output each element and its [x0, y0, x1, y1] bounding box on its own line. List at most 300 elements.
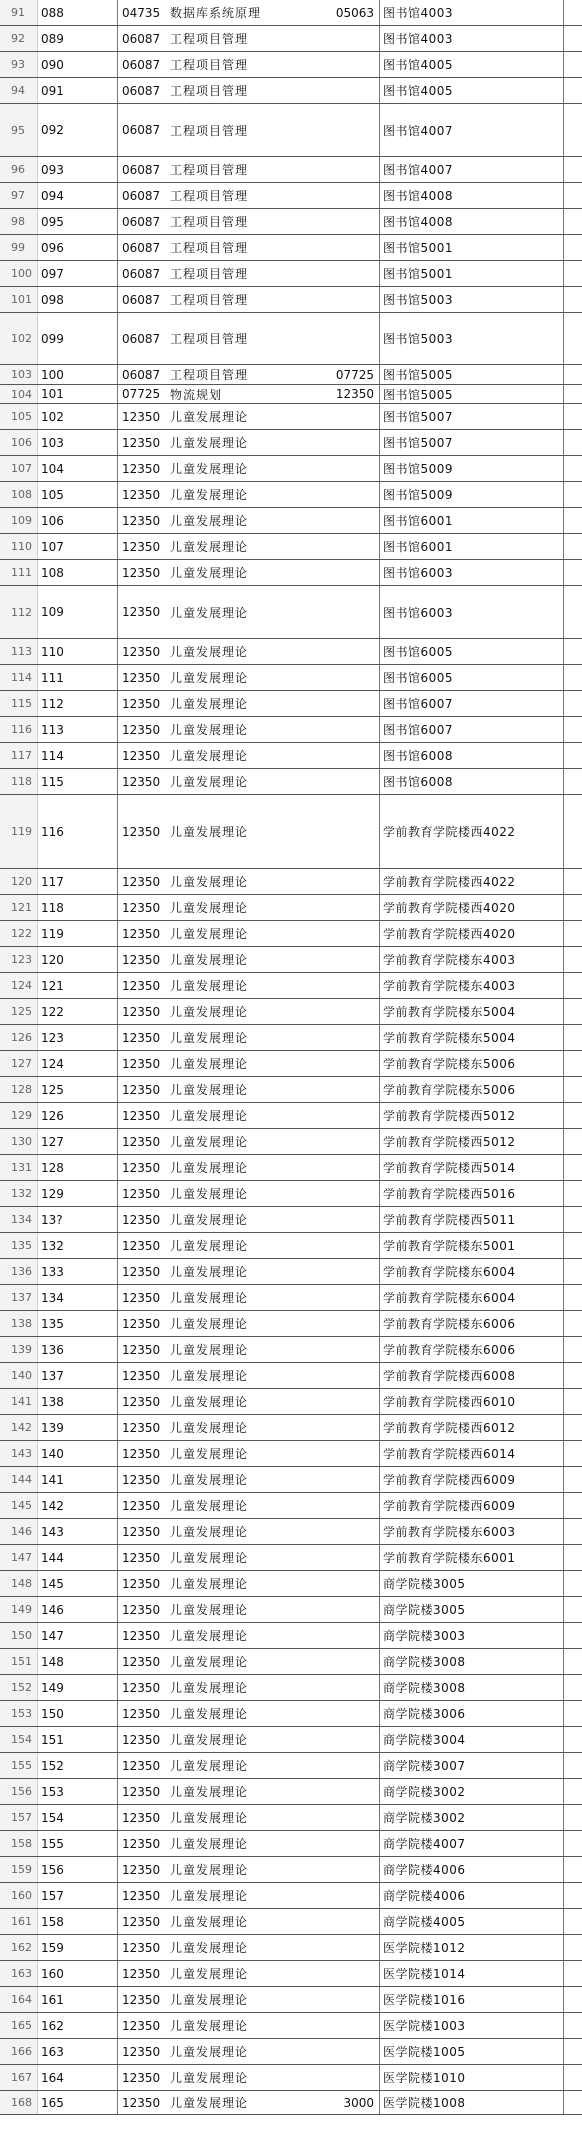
cell-empty[interactable]: [564, 1129, 582, 1154]
cell-room[interactable]: 学前教育学院楼西4020: [380, 895, 564, 920]
table-row[interactable]: [0, 2013, 582, 2039]
table-row[interactable]: [0, 1155, 582, 1181]
cell-empty[interactable]: [564, 78, 582, 103]
cell-course[interactable]: [118, 78, 380, 103]
row-number[interactable]: 152: [0, 1675, 38, 1700]
cell-course[interactable]: [118, 261, 380, 286]
row-number[interactable]: 140: [0, 1363, 38, 1388]
cell-room[interactable]: 学前教育学院楼东6003: [380, 1519, 564, 1544]
cell-course[interactable]: [118, 1623, 380, 1648]
cell-room[interactable]: 图书馆5003: [380, 313, 564, 364]
cell-room[interactable]: 商学院楼3002: [380, 1779, 564, 1804]
cell-seat-number[interactable]: 133: [38, 1259, 118, 1284]
cell-course[interactable]: [118, 1987, 380, 2012]
cell-empty[interactable]: [564, 430, 582, 455]
row-number[interactable]: 126: [0, 1025, 38, 1050]
cell-empty[interactable]: [564, 313, 582, 364]
table-row[interactable]: [0, 1727, 582, 1753]
cell-course[interactable]: [118, 1285, 380, 1310]
cell-room[interactable]: 图书馆4005: [380, 52, 564, 77]
cell-empty[interactable]: [564, 1623, 582, 1648]
row-number[interactable]: 161: [0, 1909, 38, 1934]
cell-empty[interactable]: [564, 261, 582, 286]
row-number[interactable]: 157: [0, 1805, 38, 1830]
table-row[interactable]: [0, 1207, 582, 1233]
cell-course[interactable]: [118, 1935, 380, 1960]
cell-room[interactable]: 学前教育学院楼西4022: [380, 795, 564, 868]
cell-empty[interactable]: [564, 209, 582, 234]
cell-seat-number[interactable]: 103: [38, 430, 118, 455]
table-row[interactable]: [0, 560, 582, 586]
cell-empty[interactable]: [564, 1207, 582, 1232]
cell-empty[interactable]: [564, 508, 582, 533]
cell-empty[interactable]: [564, 2039, 582, 2064]
cell-seat-number[interactable]: 151: [38, 1727, 118, 1752]
cell-seat-number[interactable]: 145: [38, 1571, 118, 1596]
table-row[interactable]: [0, 287, 582, 313]
cell-course[interactable]: [118, 1649, 380, 1674]
row-number[interactable]: 96: [0, 157, 38, 182]
table-row[interactable]: [0, 973, 582, 999]
row-number[interactable]: 155: [0, 1753, 38, 1778]
table-row[interactable]: [0, 313, 582, 365]
cell-room[interactable]: 图书馆6005: [380, 639, 564, 664]
cell-room[interactable]: 医学院楼1016: [380, 1987, 564, 2012]
cell-course[interactable]: [118, 1155, 380, 1180]
cell-seat-number[interactable]: 097: [38, 261, 118, 286]
row-number[interactable]: 142: [0, 1415, 38, 1440]
cell-empty[interactable]: [564, 921, 582, 946]
row-number[interactable]: 123: [0, 947, 38, 972]
table-row[interactable]: [0, 1467, 582, 1493]
cell-empty[interactable]: [564, 365, 582, 384]
table-row[interactable]: [0, 1311, 582, 1337]
table-row[interactable]: [0, 1233, 582, 1259]
cell-course[interactable]: [118, 1571, 380, 1596]
cell-course[interactable]: [118, 691, 380, 716]
cell-seat-number[interactable]: 112: [38, 691, 118, 716]
table-row[interactable]: [0, 1363, 582, 1389]
cell-empty[interactable]: [564, 1987, 582, 2012]
table-row[interactable]: [0, 1337, 582, 1363]
row-number[interactable]: 134: [0, 1207, 38, 1232]
table-row[interactable]: [0, 743, 582, 769]
cell-empty[interactable]: [564, 999, 582, 1024]
cell-seat-number[interactable]: 134: [38, 1285, 118, 1310]
table-row[interactable]: [0, 1701, 582, 1727]
cell-course[interactable]: [118, 209, 380, 234]
row-number[interactable]: 158: [0, 1831, 38, 1856]
cell-seat-number[interactable]: 144: [38, 1545, 118, 1570]
cell-seat-number[interactable]: 147: [38, 1623, 118, 1648]
cell-room[interactable]: 商学院楼4007: [380, 1831, 564, 1856]
cell-seat-number[interactable]: 111: [38, 665, 118, 690]
cell-seat-number[interactable]: 154: [38, 1805, 118, 1830]
cell-seat-number[interactable]: 159: [38, 1935, 118, 1960]
cell-course[interactable]: [118, 1909, 380, 1934]
table-row[interactable]: [0, 104, 582, 157]
cell-empty[interactable]: [564, 869, 582, 894]
cell-empty[interactable]: [564, 1103, 582, 1128]
table-row[interactable]: [0, 385, 582, 404]
cell-course[interactable]: [118, 482, 380, 507]
cell-empty[interactable]: [564, 947, 582, 972]
table-row[interactable]: [0, 1025, 582, 1051]
cell-room[interactable]: 学前教育学院楼西5012: [380, 1103, 564, 1128]
table-row[interactable]: [0, 508, 582, 534]
row-number[interactable]: 113: [0, 639, 38, 664]
row-number[interactable]: 122: [0, 921, 38, 946]
cell-seat-number[interactable]: 107: [38, 534, 118, 559]
cell-empty[interactable]: [564, 1441, 582, 1466]
cell-empty[interactable]: [564, 1077, 582, 1102]
row-number[interactable]: 97: [0, 183, 38, 208]
row-number[interactable]: 121: [0, 895, 38, 920]
table-row[interactable]: [0, 183, 582, 209]
row-number[interactable]: 114: [0, 665, 38, 690]
cell-course[interactable]: [118, 769, 380, 794]
cell-room[interactable]: 图书馆6005: [380, 665, 564, 690]
cell-room[interactable]: 图书馆6007: [380, 717, 564, 742]
cell-seat-number[interactable]: 118: [38, 895, 118, 920]
row-number[interactable]: 165: [0, 2013, 38, 2038]
cell-empty[interactable]: [564, 385, 582, 403]
cell-room[interactable]: 图书馆5009: [380, 456, 564, 481]
row-number[interactable]: 98: [0, 209, 38, 234]
row-number[interactable]: 141: [0, 1389, 38, 1414]
cell-room[interactable]: 商学院楼3005: [380, 1571, 564, 1596]
cell-room[interactable]: 学前教育学院楼东4003: [380, 973, 564, 998]
row-number[interactable]: 124: [0, 973, 38, 998]
cell-seat-number[interactable]: 13?: [38, 1207, 118, 1232]
cell-course[interactable]: [118, 1363, 380, 1388]
cell-room[interactable]: 学前教育学院楼东5004: [380, 1025, 564, 1050]
table-row[interactable]: [0, 921, 582, 947]
cell-seat-number[interactable]: 140: [38, 1441, 118, 1466]
row-number[interactable]: 143: [0, 1441, 38, 1466]
cell-room[interactable]: 学前教育学院楼东6001: [380, 1545, 564, 1570]
cell-course[interactable]: [118, 795, 380, 868]
cell-room[interactable]: 商学院楼4005: [380, 1909, 564, 1934]
table-row[interactable]: [0, 1883, 582, 1909]
cell-course[interactable]: [118, 1233, 380, 1258]
row-number[interactable]: 150: [0, 1623, 38, 1648]
cell-course[interactable]: [118, 2091, 380, 2114]
cell-empty[interactable]: [564, 1701, 582, 1726]
cell-course[interactable]: [118, 1259, 380, 1284]
cell-room[interactable]: 商学院楼3008: [380, 1675, 564, 1700]
cell-empty[interactable]: [564, 1961, 582, 1986]
cell-room[interactable]: 图书馆4003: [380, 0, 564, 25]
row-number[interactable]: 99: [0, 235, 38, 260]
cell-seat-number[interactable]: 119: [38, 921, 118, 946]
cell-seat-number[interactable]: 091: [38, 78, 118, 103]
cell-room[interactable]: 学前教育学院楼西5014: [380, 1155, 564, 1180]
cell-empty[interactable]: [564, 2065, 582, 2090]
cell-course[interactable]: [118, 404, 380, 429]
row-number[interactable]: 111: [0, 560, 38, 585]
cell-empty[interactable]: [564, 404, 582, 429]
cell-seat-number[interactable]: 163: [38, 2039, 118, 2064]
cell-room[interactable]: 图书馆6008: [380, 769, 564, 794]
cell-seat-number[interactable]: 115: [38, 769, 118, 794]
cell-room[interactable]: 图书馆6001: [380, 508, 564, 533]
cell-course[interactable]: [118, 287, 380, 312]
table-row[interactable]: [0, 1077, 582, 1103]
cell-course[interactable]: [118, 183, 380, 208]
row-number[interactable]: 147: [0, 1545, 38, 1570]
cell-seat-number[interactable]: 099: [38, 313, 118, 364]
cell-course[interactable]: [118, 1311, 380, 1336]
cell-course[interactable]: [118, 921, 380, 946]
table-row[interactable]: [0, 1675, 582, 1701]
cell-seat-number[interactable]: 156: [38, 1857, 118, 1882]
table-row[interactable]: [0, 534, 582, 560]
cell-room[interactable]: 图书馆6001: [380, 534, 564, 559]
cell-seat-number[interactable]: 102: [38, 404, 118, 429]
cell-seat-number[interactable]: 096: [38, 235, 118, 260]
cell-course[interactable]: [118, 717, 380, 742]
cell-course[interactable]: [118, 1831, 380, 1856]
cell-room[interactable]: 商学院楼4006: [380, 1857, 564, 1882]
cell-room[interactable]: 学前教育学院楼东5006: [380, 1077, 564, 1102]
cell-room[interactable]: 图书馆5007: [380, 430, 564, 455]
cell-seat-number[interactable]: 135: [38, 1311, 118, 1336]
cell-room[interactable]: 学前教育学院楼东5004: [380, 999, 564, 1024]
cell-empty[interactable]: [564, 0, 582, 25]
cell-empty[interactable]: [564, 795, 582, 868]
cell-seat-number[interactable]: 125: [38, 1077, 118, 1102]
cell-seat-number[interactable]: 149: [38, 1675, 118, 1700]
cell-seat-number[interactable]: 110: [38, 639, 118, 664]
cell-seat-number[interactable]: 116: [38, 795, 118, 868]
cell-seat-number[interactable]: 138: [38, 1389, 118, 1414]
row-number[interactable]: 153: [0, 1701, 38, 1726]
row-number[interactable]: 159: [0, 1857, 38, 1882]
cell-room[interactable]: 学前教育学院楼西5012: [380, 1129, 564, 1154]
table-row[interactable]: [0, 795, 582, 869]
cell-course[interactable]: [118, 456, 380, 481]
cell-course[interactable]: [118, 2039, 380, 2064]
cell-seat-number[interactable]: 122: [38, 999, 118, 1024]
table-row[interactable]: [0, 26, 582, 52]
cell-seat-number[interactable]: 114: [38, 743, 118, 768]
cell-seat-number[interactable]: 117: [38, 869, 118, 894]
table-row[interactable]: [0, 1857, 582, 1883]
table-row[interactable]: [0, 1051, 582, 1077]
cell-course[interactable]: [118, 1519, 380, 1544]
table-row[interactable]: [0, 261, 582, 287]
cell-empty[interactable]: [564, 52, 582, 77]
cell-room[interactable]: 商学院楼3002: [380, 1805, 564, 1830]
cell-course[interactable]: [118, 1883, 380, 1908]
cell-room[interactable]: 学前教育学院楼西4020: [380, 921, 564, 946]
cell-course[interactable]: [118, 2013, 380, 2038]
cell-empty[interactable]: [564, 691, 582, 716]
table-row[interactable]: [0, 1779, 582, 1805]
row-number[interactable]: 138: [0, 1311, 38, 1336]
cell-empty[interactable]: [564, 1415, 582, 1440]
cell-room[interactable]: 医学院楼1005: [380, 2039, 564, 2064]
cell-seat-number[interactable]: 128: [38, 1155, 118, 1180]
table-row[interactable]: [0, 1909, 582, 1935]
cell-room[interactable]: 图书馆6003: [380, 586, 564, 638]
row-number[interactable]: 94: [0, 78, 38, 103]
row-number[interactable]: 160: [0, 1883, 38, 1908]
table-row[interactable]: [0, 52, 582, 78]
cell-empty[interactable]: [564, 235, 582, 260]
cell-room[interactable]: 学前教育学院楼东6004: [380, 1285, 564, 1310]
table-row[interactable]: [0, 430, 582, 456]
row-number[interactable]: 112: [0, 586, 38, 638]
cell-course[interactable]: [118, 1727, 380, 1752]
table-row[interactable]: [0, 1753, 582, 1779]
cell-seat-number[interactable]: 109: [38, 586, 118, 638]
table-row[interactable]: [0, 0, 582, 26]
cell-empty[interactable]: [564, 639, 582, 664]
table-row[interactable]: [0, 1103, 582, 1129]
cell-seat-number[interactable]: 136: [38, 1337, 118, 1362]
cell-seat-number[interactable]: 094: [38, 183, 118, 208]
table-row[interactable]: [0, 1285, 582, 1311]
cell-course[interactable]: [118, 430, 380, 455]
cell-room[interactable]: 商学院楼4006: [380, 1883, 564, 1908]
cell-empty[interactable]: [564, 1363, 582, 1388]
cell-course[interactable]: [118, 1493, 380, 1518]
cell-empty[interactable]: [564, 2013, 582, 2038]
cell-course[interactable]: [118, 999, 380, 1024]
row-number[interactable]: 117: [0, 743, 38, 768]
cell-room[interactable]: 图书馆5001: [380, 261, 564, 286]
table-row[interactable]: [0, 1571, 582, 1597]
table-row[interactable]: [0, 1493, 582, 1519]
cell-room[interactable]: 图书馆4007: [380, 104, 564, 156]
row-number[interactable]: 162: [0, 1935, 38, 1960]
table-row[interactable]: [0, 1623, 582, 1649]
cell-course[interactable]: [118, 639, 380, 664]
cell-room[interactable]: 医学院楼1008: [380, 2091, 564, 2114]
cell-empty[interactable]: [564, 1883, 582, 1908]
cell-course[interactable]: [118, 534, 380, 559]
row-number[interactable]: 93: [0, 52, 38, 77]
cell-seat-number[interactable]: 101: [38, 385, 118, 403]
cell-seat-number[interactable]: 139: [38, 1415, 118, 1440]
cell-room[interactable]: 商学院楼3007: [380, 1753, 564, 1778]
cell-empty[interactable]: [564, 1181, 582, 1206]
cell-seat-number[interactable]: 148: [38, 1649, 118, 1674]
cell-course[interactable]: [118, 1753, 380, 1778]
cell-empty[interactable]: [564, 1051, 582, 1076]
cell-room[interactable]: 商学院楼3008: [380, 1649, 564, 1674]
row-number[interactable]: 104: [0, 385, 38, 403]
row-number[interactable]: 137: [0, 1285, 38, 1310]
cell-empty[interactable]: [564, 1649, 582, 1674]
cell-empty[interactable]: [564, 287, 582, 312]
cell-room[interactable]: 图书馆6008: [380, 743, 564, 768]
cell-course[interactable]: [118, 1467, 380, 1492]
cell-course[interactable]: [118, 0, 380, 25]
cell-room[interactable]: 商学院楼3003: [380, 1623, 564, 1648]
table-row[interactable]: [0, 1259, 582, 1285]
cell-seat-number[interactable]: 142: [38, 1493, 118, 1518]
cell-room[interactable]: 图书馆6007: [380, 691, 564, 716]
table-row[interactable]: [0, 1805, 582, 1831]
row-number[interactable]: 101: [0, 287, 38, 312]
cell-seat-number[interactable]: 113: [38, 717, 118, 742]
cell-empty[interactable]: [564, 1545, 582, 1570]
row-number[interactable]: 118: [0, 769, 38, 794]
cell-seat-number[interactable]: 146: [38, 1597, 118, 1622]
cell-room[interactable]: 商学院楼3005: [380, 1597, 564, 1622]
cell-room[interactable]: 图书馆5001: [380, 235, 564, 260]
row-number[interactable]: 148: [0, 1571, 38, 1596]
cell-empty[interactable]: [564, 1857, 582, 1882]
cell-empty[interactable]: [564, 1831, 582, 1856]
cell-room[interactable]: 图书馆4003: [380, 26, 564, 51]
table-row[interactable]: [0, 1441, 582, 1467]
cell-course[interactable]: [118, 2065, 380, 2090]
table-row[interactable]: [0, 769, 582, 795]
table-row[interactable]: [0, 1961, 582, 1987]
row-number[interactable]: 120: [0, 869, 38, 894]
cell-course[interactable]: [118, 743, 380, 768]
table-row[interactable]: [0, 1597, 582, 1623]
cell-seat-number[interactable]: 104: [38, 456, 118, 481]
cell-empty[interactable]: [564, 1025, 582, 1050]
row-number[interactable]: 100: [0, 261, 38, 286]
cell-room[interactable]: 图书馆4008: [380, 183, 564, 208]
cell-course[interactable]: [118, 1675, 380, 1700]
row-number[interactable]: 129: [0, 1103, 38, 1128]
table-row[interactable]: [0, 1129, 582, 1155]
cell-empty[interactable]: [564, 1727, 582, 1752]
cell-room[interactable]: 学前教育学院楼西6012: [380, 1415, 564, 1440]
cell-empty[interactable]: [564, 183, 582, 208]
cell-course[interactable]: [118, 560, 380, 585]
cell-course[interactable]: [118, 1025, 380, 1050]
cell-course[interactable]: [118, 385, 380, 403]
cell-empty[interactable]: [564, 482, 582, 507]
cell-room[interactable]: 学前教育学院楼西6010: [380, 1389, 564, 1414]
cell-empty[interactable]: [564, 1311, 582, 1336]
cell-empty[interactable]: [564, 1285, 582, 1310]
table-row[interactable]: [0, 717, 582, 743]
row-number[interactable]: 145: [0, 1493, 38, 1518]
cell-course[interactable]: [118, 1389, 380, 1414]
cell-seat-number[interactable]: 153: [38, 1779, 118, 1804]
cell-seat-number[interactable]: 106: [38, 508, 118, 533]
row-number[interactable]: 166: [0, 2039, 38, 2064]
cell-course[interactable]: [118, 26, 380, 51]
row-number[interactable]: 107: [0, 456, 38, 481]
cell-empty[interactable]: [564, 534, 582, 559]
cell-empty[interactable]: [564, 104, 582, 156]
row-number[interactable]: 105: [0, 404, 38, 429]
cell-course[interactable]: [118, 508, 380, 533]
row-number[interactable]: 132: [0, 1181, 38, 1206]
table-row[interactable]: [0, 1831, 582, 1857]
cell-empty[interactable]: [564, 1337, 582, 1362]
row-number[interactable]: 103: [0, 365, 38, 384]
row-number[interactable]: 163: [0, 1961, 38, 1986]
table-row[interactable]: [0, 2039, 582, 2065]
table-row[interactable]: [0, 691, 582, 717]
cell-course[interactable]: [118, 869, 380, 894]
cell-empty[interactable]: [564, 1935, 582, 1960]
cell-course[interactable]: [118, 1181, 380, 1206]
cell-room[interactable]: 图书馆5005: [380, 365, 564, 384]
cell-seat-number[interactable]: 105: [38, 482, 118, 507]
